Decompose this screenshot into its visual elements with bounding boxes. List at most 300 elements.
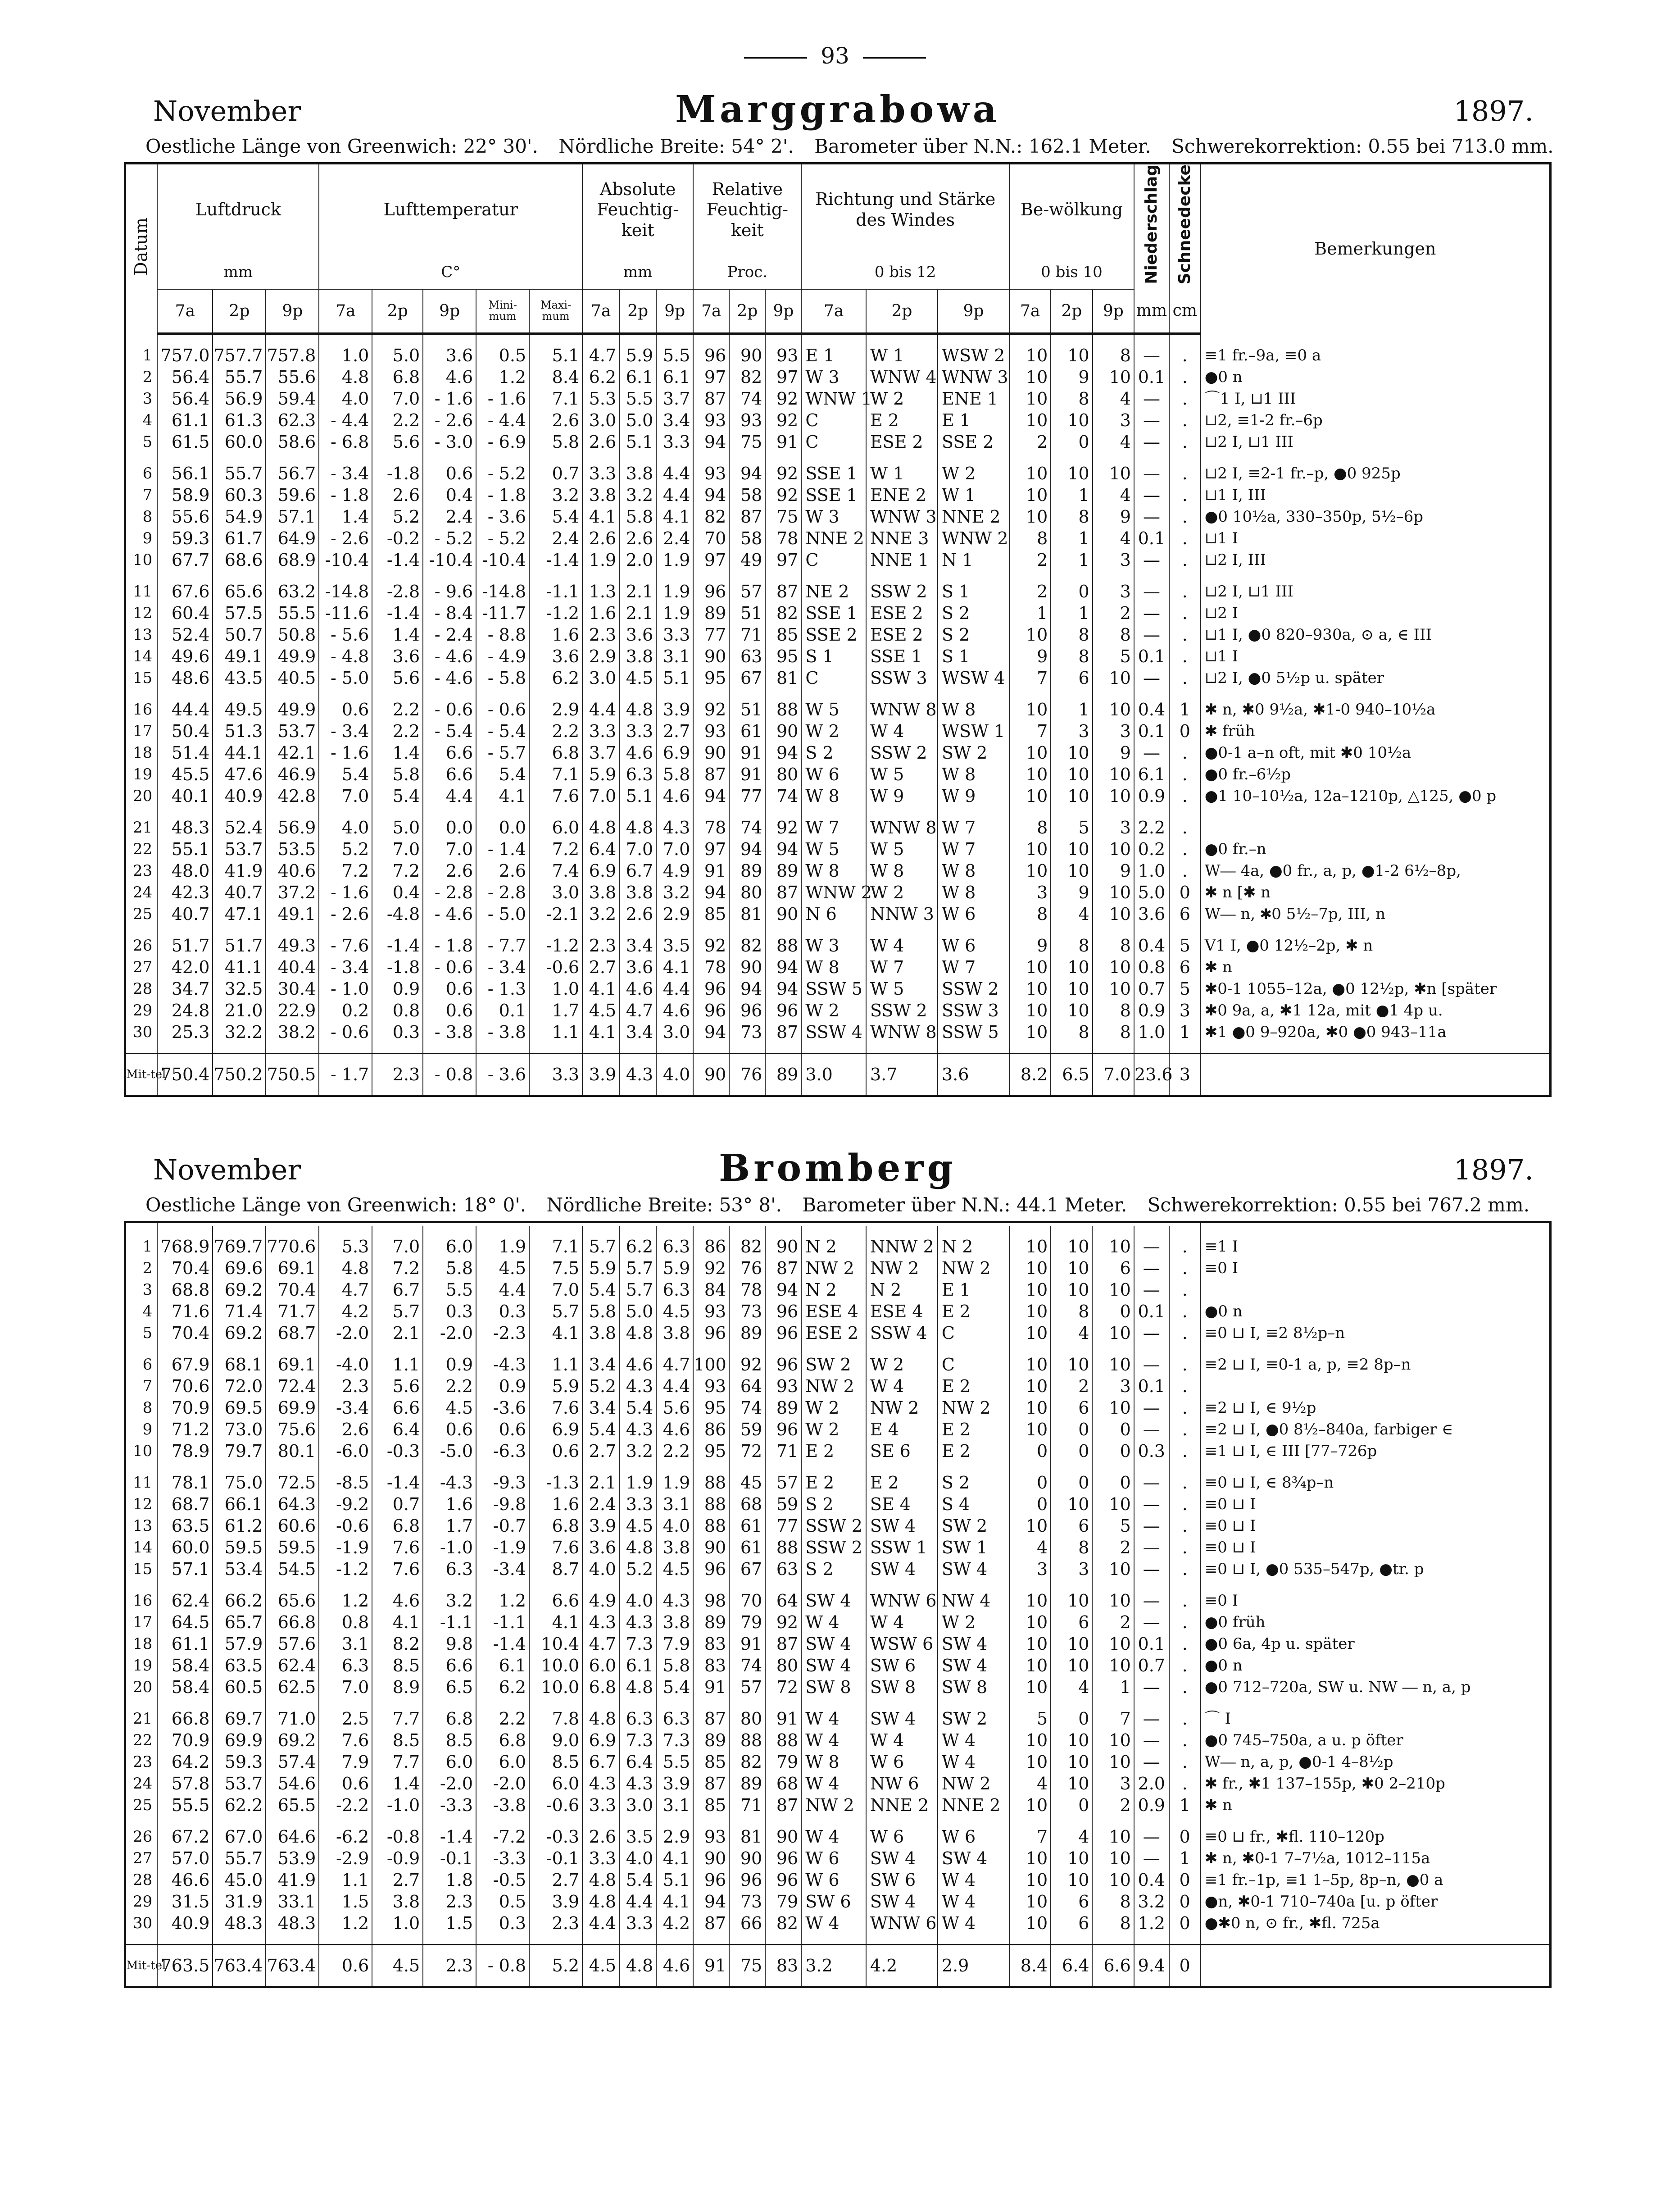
spacer-cell — [801, 1226, 866, 1236]
cell-b2: 1 — [1051, 602, 1092, 624]
cell-b9: 0 — [1092, 1301, 1134, 1322]
cell-w7: NW 2 — [801, 1257, 866, 1279]
cell-day: 9 — [125, 1419, 158, 1440]
spacer-cell — [693, 1816, 729, 1826]
cell-tmax: 6.8 — [529, 742, 582, 764]
cell-w7: E 2 — [801, 1440, 866, 1462]
cell-b2: 6 — [1051, 1611, 1092, 1633]
cell-t2: 1.0 — [372, 1912, 423, 1934]
cell-remark: W⎯⎯ 4a, ●0 fr., a, p, ●1-2 6½–8p, — [1201, 860, 1551, 882]
spacer-cell — [266, 1043, 319, 1054]
table-row — [125, 388, 1551, 410]
cell-p2: 750.2 — [213, 1053, 266, 1096]
cell-remark — [1201, 1279, 1551, 1301]
spacer-cell — [619, 1462, 656, 1472]
cell-a7: 7.0 — [582, 785, 619, 807]
cell-b2: 4 — [1051, 1322, 1092, 1344]
spacer-cell — [1009, 453, 1051, 463]
cell-r7: 70 — [693, 528, 729, 549]
spacer-cell — [866, 925, 938, 935]
cell-tmin: 1.2 — [476, 366, 529, 388]
cell-r7: 93 — [693, 463, 729, 484]
cell-day: 27 — [125, 1848, 158, 1869]
cell-r9: 87 — [765, 1794, 801, 1816]
spacer-cell — [1134, 1344, 1169, 1354]
spacer-cell — [157, 925, 213, 935]
cell-schneedecke: 5 — [1169, 935, 1201, 956]
cell-niederschlag: 9.4 — [1134, 1945, 1169, 1987]
cell-remark: ≡0 ⊔ fr., ✱fl. 110–120p — [1201, 1826, 1551, 1848]
cell-day: 18 — [125, 1633, 158, 1655]
cell-t9: 0.6 — [423, 463, 476, 484]
cell-a2: 1.9 — [619, 1472, 656, 1493]
cell-r9: 93 — [765, 1375, 801, 1397]
spacer-cell — [319, 1698, 372, 1708]
cell-day: 11 — [125, 581, 158, 602]
cell-day: 15 — [125, 1558, 158, 1580]
cell-tmin: -3.8 — [476, 1794, 529, 1816]
cell-day: 5 — [125, 1322, 158, 1344]
cell-w7: W 7 — [801, 817, 866, 838]
cell-t9: 0.6 — [423, 1419, 476, 1440]
cell-a7: 6.2 — [582, 366, 619, 388]
cell-t2: 6.8 — [372, 366, 423, 388]
table-row — [125, 1537, 1551, 1558]
cell-w7: W 3 — [801, 935, 866, 956]
cell-p2: 769.7 — [213, 1236, 266, 1257]
cell-r7: 90 — [693, 1537, 729, 1558]
table-row — [125, 1730, 1551, 1751]
cell-schneedecke: . — [1169, 506, 1201, 528]
cell-r2: 87 — [729, 506, 765, 528]
spacer-cell — [157, 571, 213, 581]
unit-luftdruck: mm — [157, 255, 319, 289]
cell-w9: W 6 — [938, 935, 1009, 956]
cell-schneedecke: . — [1169, 1773, 1201, 1794]
cell-b7: 10 — [1009, 1397, 1051, 1419]
spacer-cell — [1169, 1226, 1201, 1236]
cell-t9: 6.6 — [423, 742, 476, 764]
cell-schneedecke: 0 — [1169, 1869, 1201, 1891]
cell-b9: 3 — [1093, 817, 1134, 838]
cell-w9: WSW 2 — [938, 345, 1009, 366]
cell-r9: 79 — [765, 1751, 801, 1773]
cell-p9: 72.4 — [266, 1375, 319, 1397]
cell-tmax: 7.0 — [529, 1279, 582, 1301]
cell-r2: 72 — [729, 1440, 765, 1462]
cell-w2: SSW 2 — [866, 1000, 938, 1021]
cell-p2: 51.3 — [213, 720, 266, 742]
cell-t2: 2.7 — [372, 1869, 423, 1891]
cell-r9: 95 — [765, 646, 801, 667]
cell-a2: 5.0 — [619, 410, 656, 431]
cell-p2: 72.0 — [213, 1375, 266, 1397]
spacer-row — [125, 571, 1551, 581]
cell-schneedecke: . — [1169, 581, 1201, 602]
cell-r7: 96 — [693, 345, 729, 366]
cell-w7: W 5 — [801, 838, 866, 860]
cell-a2: 3.4 — [619, 1021, 656, 1043]
cell-r9: 85 — [765, 624, 801, 646]
cell-a9: 7.3 — [656, 1730, 693, 1751]
cell-t9: - 5.2 — [423, 528, 476, 549]
cell-day: 26 — [125, 1826, 158, 1848]
cell-a2: 6.7 — [619, 860, 656, 882]
cell-p9: 69.9 — [266, 1397, 319, 1419]
spacer-cell — [1169, 925, 1201, 935]
cell-w2: NNW 3 — [866, 903, 938, 925]
cell-day: 20 — [125, 1676, 158, 1698]
cell-niederschlag: — — [1134, 602, 1169, 624]
cell-w9: N 2 — [938, 1236, 1009, 1257]
cell-b7: 8 — [1009, 817, 1051, 838]
cell-p7: 70.4 — [157, 1257, 213, 1279]
cell-w2: WNW 8 — [866, 1021, 938, 1043]
spacer-cell — [266, 1698, 319, 1708]
cell-b7: 10 — [1009, 1869, 1051, 1891]
cell-a9: 4.5 — [656, 1301, 693, 1322]
cell-tmax: 6.0 — [529, 1773, 582, 1794]
cell-r9: 74 — [765, 785, 801, 807]
cell-p7: 78.1 — [157, 1472, 213, 1493]
cell-w7: NW 2 — [801, 1375, 866, 1397]
cell-r7: 96 — [693, 1322, 729, 1344]
cell-a7: 2.1 — [582, 1472, 619, 1493]
cell-niederschlag: — — [1134, 1558, 1169, 1580]
cell-r2: 58 — [729, 528, 765, 549]
spacer-cell — [319, 453, 372, 463]
cell-t9: 1.6 — [423, 1493, 476, 1515]
cell-b7: 0 — [1009, 1493, 1051, 1515]
spacer-cell — [266, 1462, 319, 1472]
cell-tmin: 1.9 — [476, 1236, 529, 1257]
spacer-cell — [1134, 1934, 1169, 1945]
cell-p7: 61.1 — [157, 1633, 213, 1655]
cell-w2: W 4 — [866, 720, 938, 742]
spacer-cell — [1009, 807, 1051, 817]
cell-day: 21 — [125, 1708, 158, 1730]
spacer-cell — [1093, 1043, 1134, 1054]
cell-t9: - 4.6 — [423, 667, 476, 689]
cell-a7: 6.9 — [582, 860, 619, 882]
cell-tmax: -0.6 — [529, 1794, 582, 1816]
meta-longitude: Oestliche Länge von Greenwich: 18° 0'. — [145, 1194, 526, 1216]
cell-day: 23 — [125, 1751, 158, 1773]
cell-day: 29 — [125, 1891, 158, 1912]
hdr-w9: 9p — [938, 289, 1009, 334]
cell-b9: 10 — [1092, 1869, 1134, 1891]
hdr-b7: 7a — [1009, 289, 1051, 334]
cell-p9: 42.8 — [266, 785, 319, 807]
cell-t9: 4.4 — [423, 785, 476, 807]
spacer-cell — [1169, 1462, 1201, 1472]
spacer-cell — [1134, 689, 1169, 699]
spacer-cell — [529, 1934, 582, 1945]
cell-w2: WNW 8 — [866, 817, 938, 838]
spacer-cell — [529, 689, 582, 699]
cell-tmin: 6.2 — [476, 1676, 529, 1698]
cell-b7: 10 — [1009, 1633, 1051, 1655]
spacer-row — [125, 1344, 1551, 1354]
cell-r7: 86 — [693, 1419, 729, 1440]
spacer-cell — [266, 1344, 319, 1354]
cell-a7: 5.4 — [582, 1279, 619, 1301]
cell-b9: 3 — [1093, 549, 1134, 571]
cell-t7: -2.2 — [319, 1794, 372, 1816]
cell-a9: 4.3 — [656, 1590, 693, 1611]
table-body — [125, 333, 1551, 1096]
spacer-cell — [125, 1043, 158, 1054]
cell-a2: 4.8 — [619, 699, 656, 720]
cell-niederschlag: 3.6 — [1134, 903, 1169, 925]
cell-day: 13 — [125, 624, 158, 646]
table-row — [125, 1676, 1551, 1698]
cell-b9: 10 — [1092, 1493, 1134, 1515]
cell-a2: 4.7 — [619, 1000, 656, 1021]
cell-t2: -1.4 — [372, 549, 423, 571]
cell-tmin: - 4.9 — [476, 646, 529, 667]
cell-b7: 8 — [1009, 903, 1051, 925]
cell-b9: 7 — [1092, 1708, 1134, 1730]
cell-t7: -3.4 — [319, 1397, 372, 1419]
cell-b2: 10 — [1051, 1751, 1092, 1773]
cell-t7: 1.2 — [319, 1590, 372, 1611]
cell-w2: NW 2 — [866, 1397, 938, 1419]
cell-tmax: 7.6 — [529, 1397, 582, 1419]
cell-b2: 6 — [1051, 1891, 1092, 1912]
cell-w9: S 4 — [938, 1493, 1009, 1515]
cell-t2: 5.6 — [372, 1375, 423, 1397]
spacer-cell — [656, 1698, 693, 1708]
cell-a7: 4.8 — [582, 1891, 619, 1912]
cell-day: 8 — [125, 506, 158, 528]
cell-a7: 1.9 — [582, 549, 619, 571]
cell-r9: 79 — [765, 1891, 801, 1912]
cell-tmin: - 0.8 — [476, 1945, 529, 1987]
cell-remark: ✱1 ●0 9–920a, ✱0 ●0 943–11a — [1201, 1021, 1551, 1043]
cell-t7: 1.1 — [319, 1869, 372, 1891]
cell-r9: 94 — [765, 1279, 801, 1301]
cell-b7: 10 — [1009, 1000, 1051, 1021]
cell-b9: 10 — [1092, 1590, 1134, 1611]
cell-r7: 94 — [693, 431, 729, 453]
cell-tmax: 7.1 — [529, 388, 582, 410]
cell-p9: 57.1 — [266, 506, 319, 528]
cell-b7: 10 — [1009, 1848, 1051, 1869]
cell-niederschlag: — — [1134, 1354, 1169, 1375]
spacer-cell — [938, 1816, 1009, 1826]
cell-niederschlag: — — [1134, 1515, 1169, 1537]
cell-schneedecke: . — [1169, 602, 1201, 624]
cell-b2: 8 — [1051, 1301, 1092, 1322]
spacer-cell — [157, 1580, 213, 1590]
cell-p7: 70.9 — [157, 1397, 213, 1419]
cell-r9: 64 — [765, 1590, 801, 1611]
cell-w9: W 8 — [938, 699, 1009, 720]
cell-b7: 10 — [1009, 785, 1051, 807]
cell-a2: 4.0 — [619, 1590, 656, 1611]
cell-a7: 4.9 — [582, 1590, 619, 1611]
cell-p9: 33.1 — [266, 1891, 319, 1912]
cell-t9: 1.8 — [423, 1869, 476, 1891]
cell-remark: ✱ n — [1201, 1794, 1551, 1816]
cell-r2: 57 — [729, 581, 765, 602]
cell-p2: 47.6 — [213, 764, 266, 785]
cell-remark: ✱0-1 1055–12a, ●0 12½p, ✱n [später — [1201, 978, 1551, 1000]
cell-r2: 90 — [729, 1848, 765, 1869]
cell-a2: 6.1 — [619, 366, 656, 388]
meta-latitude: Nördliche Breite: 54° 2'. — [558, 135, 794, 157]
spacer-cell — [476, 453, 529, 463]
cell-r7: 96 — [693, 1869, 729, 1891]
cell-t9: 1.7 — [423, 1515, 476, 1537]
cell-b7: 10 — [1009, 1891, 1051, 1912]
spacer-cell — [801, 1043, 866, 1054]
cell-p7: 52.4 — [157, 624, 213, 646]
cell-remark: ●0 fr.–6½p — [1201, 764, 1551, 785]
spacer-cell — [582, 453, 619, 463]
cell-t7: 0.6 — [319, 1773, 372, 1794]
cell-tmax: 5.7 — [529, 1301, 582, 1322]
cell-w7: E 2 — [801, 1472, 866, 1493]
cell-w9: WSW 4 — [938, 667, 1009, 689]
spacer-cell — [1092, 1344, 1134, 1354]
cell-w2: W 9 — [866, 785, 938, 807]
cell-w2: W 5 — [866, 764, 938, 785]
spacer-cell — [157, 807, 213, 817]
cell-b7: 10 — [1009, 1751, 1051, 1773]
cell-a2: 4.8 — [619, 817, 656, 838]
cell-p7: 55.6 — [157, 506, 213, 528]
cell-r2: 91 — [729, 764, 765, 785]
spacer-cell — [582, 571, 619, 581]
cell-p9: 38.2 — [266, 1021, 319, 1043]
cell-a2: 4.3 — [619, 1419, 656, 1440]
cell-t2: -1.4 — [372, 602, 423, 624]
cell-r9: 93 — [765, 345, 801, 366]
spacer-cell — [213, 1344, 266, 1354]
cell-w9: W 4 — [938, 1730, 1009, 1751]
spacer-cell — [157, 1816, 213, 1826]
spacer-cell — [656, 571, 693, 581]
cell-b7: 8.2 — [1009, 1053, 1051, 1096]
cell-a7: 3.0 — [582, 667, 619, 689]
cell-b2: 6 — [1051, 1397, 1092, 1419]
cell-a7: 6.8 — [582, 1676, 619, 1698]
cell-p7: 56.1 — [157, 463, 213, 484]
cell-a7: 3.9 — [582, 1515, 619, 1537]
page-number-rule-left — [744, 57, 807, 59]
cell-b2: 10 — [1051, 1848, 1092, 1869]
cell-tmax: 0.7 — [529, 463, 582, 484]
cell-a7: 6.4 — [582, 838, 619, 860]
cell-a9: 5.5 — [656, 345, 693, 366]
cell-b2: 0 — [1051, 1472, 1092, 1493]
cell-b9: 10 — [1092, 1279, 1134, 1301]
table-row — [125, 528, 1551, 549]
cell-t7: - 4.8 — [319, 646, 372, 667]
cell-w9: W 6 — [938, 1826, 1009, 1848]
cell-r7: 89 — [693, 602, 729, 624]
cell-t9: -1.0 — [423, 1537, 476, 1558]
cell-niederschlag: — — [1134, 388, 1169, 410]
cell-day: 14 — [125, 1537, 158, 1558]
cell-t7: - 5.0 — [319, 667, 372, 689]
cell-r9: 96 — [765, 1354, 801, 1375]
cell-a9: 4.6 — [656, 1945, 693, 1987]
cell-b9: 10 — [1093, 978, 1134, 1000]
spacer-cell — [157, 1698, 213, 1708]
hdr-r2: 2p — [729, 289, 765, 334]
cell-w9: E 2 — [938, 1375, 1009, 1397]
spacer-cell — [582, 1580, 619, 1590]
cell-a2: 7.3 — [619, 1730, 656, 1751]
cell-day: 19 — [125, 764, 158, 785]
cell-day: 7 — [125, 1375, 158, 1397]
cell-tmax: 5.9 — [529, 1375, 582, 1397]
cell-p7: 63.5 — [157, 1515, 213, 1537]
cell-b9: 10 — [1092, 1655, 1134, 1676]
cell-a9: 5.9 — [656, 1257, 693, 1279]
cell-b7: 10 — [1009, 1322, 1051, 1344]
cell-t2: 8.5 — [372, 1730, 423, 1751]
hdr-a2: 2p — [619, 289, 656, 334]
cell-niederschlag: — — [1134, 1472, 1169, 1493]
cell-b7: 10 — [1009, 1301, 1051, 1322]
cell-schneedecke: . — [1169, 1472, 1201, 1493]
spacer-cell — [476, 1698, 529, 1708]
cell-a2: 3.4 — [619, 935, 656, 956]
spacer-cell — [729, 453, 765, 463]
spacer-cell — [266, 453, 319, 463]
cell-a7: 4.1 — [582, 506, 619, 528]
cell-schneedecke: . — [1169, 1611, 1201, 1633]
cell-b9: 10 — [1093, 667, 1134, 689]
spacer-cell — [938, 1462, 1009, 1472]
cell-t7: 7.0 — [319, 785, 372, 807]
cell-w7: S 1 — [801, 646, 866, 667]
cell-schneedecke: . — [1169, 1419, 1201, 1440]
cell-w7: W 3 — [801, 366, 866, 388]
cell-r9: 80 — [765, 764, 801, 785]
cell-tmin: 2.2 — [476, 1708, 529, 1730]
cell-b2: 3 — [1051, 720, 1092, 742]
cell-day: 13 — [125, 1515, 158, 1537]
cell-w7: W 4 — [801, 1826, 866, 1848]
cell-w2: WNW 4 — [866, 366, 938, 388]
cell-a2: 4.8 — [619, 1945, 656, 1987]
cell-r9: 87 — [765, 581, 801, 602]
cell-w9: W 2 — [938, 1611, 1009, 1633]
cell-w9: W 4 — [938, 1751, 1009, 1773]
cell-t2: 2.3 — [372, 1053, 423, 1096]
cell-p9: 65.5 — [266, 1794, 319, 1816]
spacer-cell — [1009, 1580, 1051, 1590]
cell-t2: 0.3 — [372, 1021, 423, 1043]
cell-t2: -1.0 — [372, 1794, 423, 1816]
cell-r7: 78 — [693, 956, 729, 978]
cell-p7: 68.7 — [157, 1493, 213, 1515]
cell-schneedecke: 0 — [1169, 882, 1201, 903]
spacer-cell — [125, 1344, 158, 1354]
cell-b7: 10 — [1009, 1515, 1051, 1537]
cell-p9: 53.7 — [266, 720, 319, 742]
cell-a7: 5.9 — [582, 764, 619, 785]
cell-r2: 74 — [729, 388, 765, 410]
cell-a2: 2.1 — [619, 581, 656, 602]
spacer-cell — [1009, 571, 1051, 581]
cell-r7: 90 — [693, 646, 729, 667]
